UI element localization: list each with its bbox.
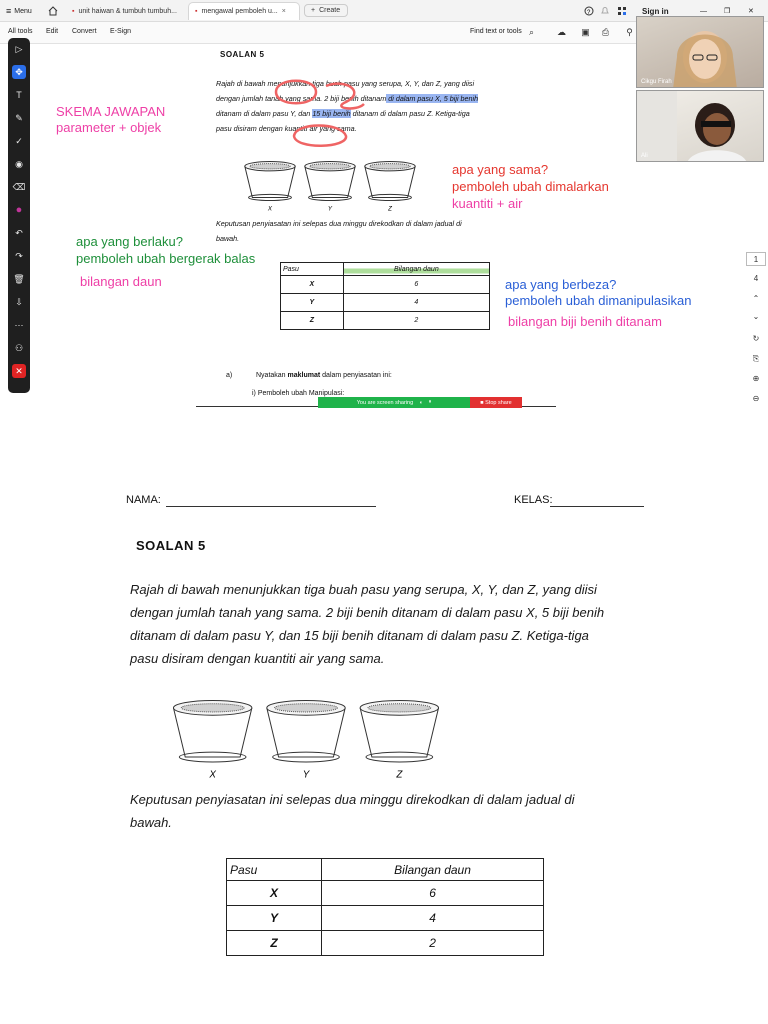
zoom-out-icon[interactable]: ⊖ xyxy=(752,394,760,403)
sign-in-link[interactable]: Sign in xyxy=(642,6,669,16)
page-total: 4 xyxy=(753,274,759,283)
eraser-icon[interactable]: ⌫ xyxy=(12,182,26,192)
annotation-constant: pemboleh ubah dimalarkan xyxy=(452,179,609,194)
table-cell: 4 xyxy=(343,294,489,312)
participant-name: Cikgu Firah xyxy=(641,79,672,85)
result-paragraph xyxy=(216,216,596,246)
tab-mengawal[interactable]: ▪ mengawal pemboleh u... × xyxy=(188,2,300,20)
spotlight-icon[interactable]: ◉ xyxy=(15,159,23,169)
pot-label: Z xyxy=(388,205,392,212)
annotation-toolbar xyxy=(8,38,30,393)
table-cell: Y xyxy=(281,294,344,312)
annotation-responding-ans: bilangan daun xyxy=(80,274,162,289)
people-icon[interactable]: ⚇ xyxy=(14,343,24,353)
create-button[interactable]: + Create xyxy=(304,4,348,17)
question-label: a) xyxy=(226,372,233,379)
viewer-left-margin xyxy=(30,44,196,408)
select-cursor-icon[interactable]: ▷ xyxy=(15,44,23,54)
window-close-icon[interactable]: ✕ xyxy=(748,8,754,15)
pot-x xyxy=(173,700,251,780)
table-cell: Z xyxy=(227,931,322,956)
para-line: bawah. xyxy=(216,234,240,243)
annotation-param: parameter + objek xyxy=(56,120,162,135)
pdf-page-view xyxy=(196,44,636,408)
chevron-down-icon[interactable]: ⌄ xyxy=(752,312,760,321)
para-segment: dengan jumlah tanah yang sama. 2 biji benih ditanam xyxy=(216,94,387,103)
para-line: Rajah di bawah menunjukkan tiga buah pasu yang serupa, X, Y, dan Z, yang diisi xyxy=(216,79,475,88)
pot-x xyxy=(245,162,295,212)
screen-share-bar xyxy=(318,397,522,408)
table-cell: X xyxy=(227,881,322,906)
share-link-icon[interactable]: ⚲ xyxy=(626,27,633,37)
question-paragraph xyxy=(130,578,670,670)
document-icon: ▪ xyxy=(72,7,75,15)
para-line: Keputusan penyiasatan ini selepas dua minggu direkodkan di dalam jadual di xyxy=(130,792,575,807)
zoom-in-icon[interactable]: ⊕ xyxy=(752,374,760,383)
chevron-up-icon[interactable]: ⌃ xyxy=(752,294,760,303)
results-table xyxy=(280,262,490,330)
pause-icon[interactable]: ⏸ xyxy=(428,399,432,405)
plus-icon: + xyxy=(311,7,316,14)
para-segment: ditanam di dalam pasu Y, dan xyxy=(216,109,313,118)
question-title: SOALAN 5 xyxy=(136,538,206,553)
minimize-icon[interactable]: — xyxy=(700,7,707,15)
home-icon[interactable] xyxy=(48,4,58,18)
move-icon[interactable]: ✥ xyxy=(12,65,26,79)
annotation-differ-q: apa yang berbeza? xyxy=(505,277,617,292)
para-line: Rajah di bawah menunjukkan tiga buah pasu yang serupa, X, Y, dan Z, yang diisi xyxy=(130,582,597,597)
highlight-15-seeds: 15 biji benih xyxy=(312,109,351,118)
annotation-constant-ans: kuantiti + air xyxy=(452,196,523,211)
para-line: ditanam di dalam pasu Y, dan 15 biji benih ditanam di dalam pasu Z. Ketiga-tiga xyxy=(130,628,589,643)
pot-z xyxy=(365,162,415,212)
pots-diagram xyxy=(166,698,446,780)
bell-icon[interactable] xyxy=(600,4,610,18)
result-paragraph xyxy=(130,788,670,834)
apps-grid-icon[interactable] xyxy=(617,4,627,18)
stop-icon: ■ xyxy=(480,399,486,406)
para-segment: ditanam di dalam pasu Z. Ketiga-tiga xyxy=(350,109,470,118)
question-text: Nyatakan maklumat dalam penyiasatan ini: xyxy=(256,372,392,379)
participant-name: Ali xyxy=(641,153,648,159)
help-icon[interactable] xyxy=(584,4,594,18)
para-line: Keputusan penyiasatan ini selepas dua minggu direkodkan di dalam jadual di xyxy=(216,219,462,228)
para-line: pasu disiram dengan kuantiti air yang sama. xyxy=(216,124,357,133)
name-line xyxy=(166,506,376,507)
stop-share-label: Stop share xyxy=(485,399,512,406)
restore-icon[interactable]: ❐ xyxy=(724,8,731,15)
hamburger-icon: ≡ xyxy=(6,6,12,16)
share-status-text: You are screen sharing xyxy=(356,399,414,406)
screen-sharing-status xyxy=(318,397,470,408)
pot-y xyxy=(267,700,345,780)
pot-y xyxy=(305,162,355,212)
toolbar-esign[interactable]: E-Sign xyxy=(110,28,132,35)
annotation-same-q: apa yang sama? xyxy=(452,162,549,177)
stop-share-button[interactable] xyxy=(470,397,522,408)
table-cell: Y xyxy=(227,906,322,931)
toolbar-all-tools[interactable]: All tools xyxy=(8,28,33,35)
table-cell: Z xyxy=(281,312,344,330)
close-icon[interactable]: × xyxy=(281,8,286,15)
search-icon[interactable]: ⌕ xyxy=(528,27,535,37)
table-header: Bilangan daun xyxy=(322,859,544,881)
question-title: SOALAN 5 xyxy=(220,50,265,59)
pot-label: Z xyxy=(396,769,403,780)
name-field-label: NAMA: xyxy=(126,494,161,506)
worksheet-page xyxy=(0,408,768,1024)
participant-avatar xyxy=(637,91,764,162)
video-tile-student[interactable] xyxy=(636,90,764,162)
annotation-manipulated: pemboleh ubah dimanipulasikan xyxy=(505,293,692,308)
refresh-icon[interactable]: ↻ xyxy=(752,334,760,343)
undo-icon[interactable]: ↶ xyxy=(15,228,23,238)
table-header: Bilangan daun xyxy=(343,263,489,276)
toolbar-edit[interactable]: Edit xyxy=(46,28,59,35)
annotation-manipulated-ans: bilangan biji benih ditanam xyxy=(508,314,662,329)
svg-text:?: ? xyxy=(587,10,591,16)
pdf-icon: ▪ xyxy=(195,8,198,15)
toolbar-convert[interactable]: Convert xyxy=(72,28,97,35)
save-icon[interactable]: ▣ xyxy=(581,27,590,37)
annotation-happen-q: apa yang berlaku? xyxy=(76,234,183,249)
color-picker-icon[interactable]: ● xyxy=(15,204,23,216)
table-header: Pasu xyxy=(281,263,344,276)
participant-avatar xyxy=(637,17,764,88)
annotation-skema: SKEMA JAWAPAN xyxy=(56,104,166,119)
table-cell: 6 xyxy=(343,276,489,294)
para-line: bawah. xyxy=(130,815,172,830)
menu-button[interactable]: ≡ Menu xyxy=(6,6,32,16)
pot-label: X xyxy=(267,205,273,212)
mic-icon[interactable]: ◖ xyxy=(419,399,423,406)
page-number-input[interactable]: 1 xyxy=(746,252,766,266)
table-cell: 2 xyxy=(343,312,489,330)
pot-label: X xyxy=(209,769,216,780)
table-cell: 4 xyxy=(322,906,544,931)
pot-z xyxy=(360,700,438,780)
red-circle-annotation xyxy=(256,72,376,152)
download-icon[interactable]: ⇩ xyxy=(15,297,23,307)
more-icon[interactable]: ⋯ xyxy=(14,320,24,330)
highlight-5-seeds: di dalam pasu X, 5 biji benih xyxy=(386,94,479,103)
trash-icon[interactable]: 🗑 xyxy=(13,274,25,284)
table-cell: 2 xyxy=(322,931,544,956)
table-header: Pasu xyxy=(227,859,322,881)
video-tile-teacher[interactable] xyxy=(636,16,764,88)
text-tool-icon[interactable]: T xyxy=(16,90,22,100)
print-icon[interactable]: ⎙ xyxy=(601,27,610,37)
table-cell: X xyxy=(281,276,344,294)
find-tools-field[interactable]: Find text or tools xyxy=(470,28,522,35)
annotation-responding: pemboleh ubah bergerak balas xyxy=(76,251,256,266)
save-cloud-icon[interactable]: ☁ xyxy=(557,27,566,37)
table-cell: 6 xyxy=(322,881,544,906)
class-line xyxy=(550,506,644,507)
para-line: dengan jumlah tanah yang sama. 2 biji benih ditanam di dalam pasu X, 5 biji benih xyxy=(130,605,605,620)
check-icon[interactable]: ✓ xyxy=(15,136,23,146)
para-line: pasu disiram dengan kuantiti air yang sama. xyxy=(130,651,385,666)
tab-unit-haiwan[interactable]: ▪ unit haiwan & tumbuh tumbuh... xyxy=(72,7,177,15)
results-table xyxy=(226,858,544,956)
pdf-toolbar xyxy=(0,22,640,44)
pot-label: Y xyxy=(327,205,333,212)
page-copy-icon[interactable]: ⎘ xyxy=(752,354,760,363)
pots-diagram xyxy=(240,160,420,212)
close-annotation-icon[interactable]: ✕ xyxy=(12,364,26,378)
class-field-label: KELAS: xyxy=(514,494,553,506)
question-subpart: i) Pemboleh ubah Manipulasi: xyxy=(252,390,345,397)
redo-icon[interactable]: ↷ xyxy=(15,251,23,261)
pen-icon[interactable]: ✎ xyxy=(15,113,23,123)
pot-label: Y xyxy=(302,769,310,780)
